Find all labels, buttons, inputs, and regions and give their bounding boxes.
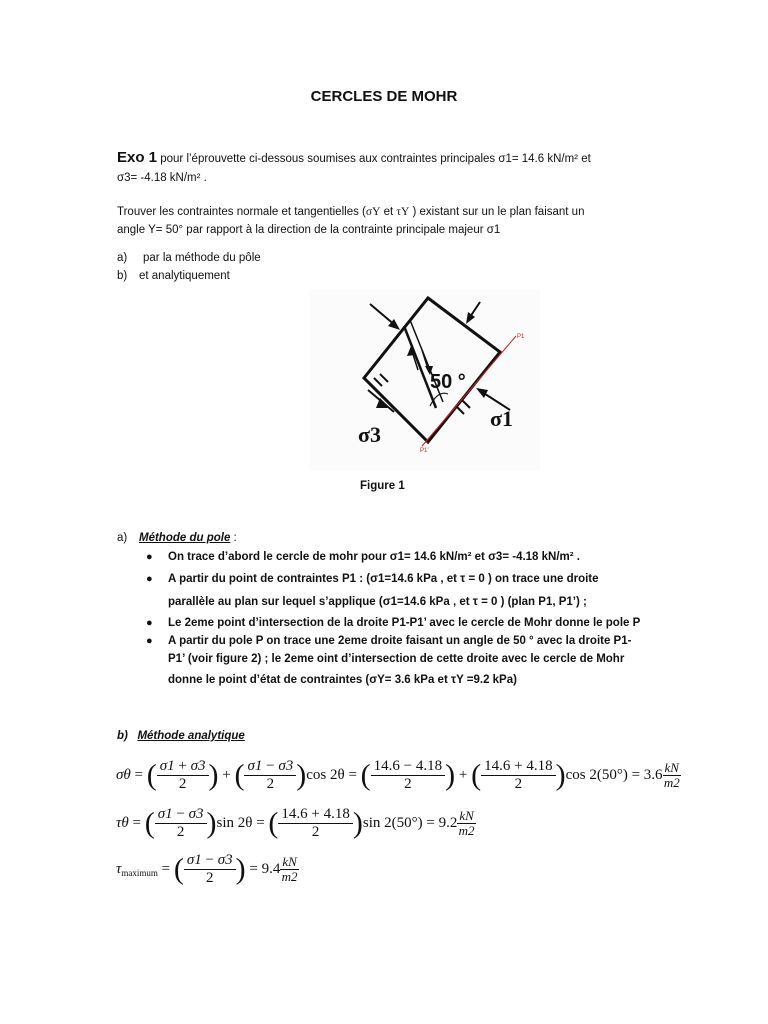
- eq1-frac-sum: $\frac{\sigma 1 + \sigma 3}{2}$: [157, 758, 209, 793]
- eq2-den2: 2: [311, 824, 320, 840]
- bullet-dot: ●: [146, 635, 153, 647]
- paren: (: [144, 806, 155, 840]
- eq1-s3b: σ3: [278, 758, 294, 774]
- page-title: CERCLES DE MOHR: [310, 88, 458, 105]
- eq2-den: 2: [176, 824, 185, 840]
- eq1-frac-num2: [481, 758, 555, 793]
- paren: ): [235, 852, 246, 886]
- bullet-dot: ●: [146, 551, 153, 563]
- task-line1-start: Trouver les contraintes normale et tangentielles (: [117, 206, 366, 218]
- paren: (: [471, 758, 482, 792]
- method-a-bullet-4: [146, 633, 632, 649]
- method-a-bullet-1: [146, 549, 580, 565]
- eq3-result: 9.4: [261, 860, 281, 877]
- eq3-den: 2: [205, 870, 214, 886]
- paren: (: [268, 806, 279, 840]
- eq1-den: 2: [178, 776, 187, 792]
- method-a-bullet-3: [146, 615, 641, 631]
- equation-tau-theta: τθ = ( $\frac{\sigma 1 - \sigma 3}{2}$ )sin 2θ = ( $\frac{14.6 + 4.18}{2}$ )sin 2(50°) = 9.2 $\frac{kN}{m2}$: [116, 806, 475, 840]
- bullet-dot: ●: [146, 617, 153, 629]
- eq1-unit: [663, 761, 681, 790]
- eq3-lhs: τ: [116, 860, 122, 877]
- eq1-s1: σ1: [159, 758, 175, 774]
- method-b-heading: Méthode analytique: [137, 730, 245, 742]
- paren: ): [555, 758, 566, 792]
- method-a-heading: Méthode du pole: [139, 532, 231, 544]
- eq2-sin: sin 2θ: [216, 814, 253, 831]
- sigma1-label: σ1: [490, 406, 513, 431]
- method-a-letter: a): [117, 532, 128, 544]
- eq3-unit-den: m2: [281, 869, 298, 884]
- eq2-frac-diff: $\frac{\sigma 1 - \sigma 3}{2}$: [155, 806, 207, 841]
- eq3-lhs-sub: maximum: [121, 867, 158, 878]
- paren: (: [146, 758, 157, 792]
- bullet2-text-line1: A partir du point de contraintes P1 : (σ1=14.6 kPa , et τ = 0 ) on trace une droite: [168, 573, 599, 585]
- eq1-cos: cos 2θ: [306, 766, 345, 783]
- eq2-frac-num: [278, 806, 352, 841]
- eq2-num: 14.6 + 4.18: [278, 806, 352, 824]
- paren: (: [360, 758, 371, 792]
- eq3-frac-diff: $\frac{\sigma 1 - \sigma 3}{2}$: [184, 852, 236, 887]
- eq1-frac-diff: $\frac{\sigma 1 - \sigma 3}{2}$: [244, 758, 296, 793]
- eq1-result: 3.6: [643, 766, 663, 783]
- eq1-frac-num1: [371, 758, 445, 793]
- sigma3-label: σ3: [358, 422, 381, 447]
- task-line2: angle Y= 50° par rapport à la direction de la contrainte principale majeur σ1: [117, 224, 501, 236]
- exo-text-line2: σ3= -4.18 kN/m² .: [117, 172, 207, 184]
- method-b-heading-line: [117, 728, 245, 744]
- bullet3-text: Le 2eme point d’intersection de la droite P1-P1’ avec le cercle de Mohr donne le pole P: [168, 617, 641, 629]
- eq3-unit-num: kN: [282, 854, 297, 869]
- p1prime-label: P1’: [420, 448, 429, 454]
- eq2-sin-val: sin 2(50°): [362, 814, 423, 831]
- eq3-s3: σ3: [217, 852, 233, 868]
- p1-label: P1: [517, 334, 525, 340]
- eq3-unit: [280, 855, 298, 884]
- eq1-den2: 2: [266, 776, 275, 792]
- eq1-den3: 2: [404, 776, 412, 792]
- figure-caption: Figure 1: [360, 480, 405, 492]
- method-a-colon: :: [230, 532, 237, 544]
- tau-y-symbol: τY: [396, 206, 410, 218]
- paren: ): [208, 758, 219, 792]
- eq3-s1: σ1: [186, 852, 202, 868]
- angle-label: 50 °: [430, 371, 466, 393]
- option-b-text: et analytiquement: [139, 270, 230, 282]
- eq2-lhs: τθ: [116, 814, 129, 831]
- eq1-lhs: σθ: [116, 766, 131, 783]
- eq2-unit-num: kN: [459, 808, 474, 823]
- task-et: et: [380, 206, 397, 218]
- method-a-bullet-2-cont: parallèle au plan sur lequel s’applique (σ1=14.6 kPa , et τ = 0 ) (plan P1, P1’) ;: [168, 596, 587, 608]
- paren: ): [296, 758, 307, 792]
- method-a-bullet-4-cont1: P1’ (voir figure 2) ; le 2eme oint d’intersection de cette droite avec le cercle de Mohr: [168, 653, 625, 665]
- paren: ): [206, 806, 217, 840]
- eq1-s3: σ3: [190, 758, 206, 774]
- eq1-den4: 2: [514, 776, 523, 792]
- eq1-unit-num: kN: [664, 760, 679, 775]
- bullet4-text-line1: A partir du pole P on trace une 2eme droite faisant un angle de 50 ° avec la droite P1-: [168, 635, 632, 647]
- eq1-cos-val: cos 2(50°): [565, 766, 628, 783]
- eq2-s3: σ3: [188, 806, 204, 822]
- bullet-dot: ●: [146, 573, 153, 585]
- method-b-letter: b): [117, 730, 128, 742]
- method-a-heading-line: [139, 530, 237, 546]
- eq2-s1: σ1: [157, 806, 173, 822]
- sigma-y-symbol: σY: [365, 206, 381, 218]
- eq1-unit-den: m2: [663, 775, 680, 790]
- eq2-result: 9.2: [438, 814, 458, 831]
- option-a-letter: a): [117, 252, 128, 264]
- paren: ): [445, 758, 456, 792]
- eq1-s1b: σ1: [247, 758, 263, 774]
- eq1-num1: 14.6 − 4.18: [371, 758, 445, 776]
- task-line1-end: ) existant sur un le plan faisant un: [409, 206, 585, 218]
- exo-intro-line1: [117, 150, 591, 167]
- paren: ): [352, 806, 363, 840]
- task-line1: [117, 204, 584, 220]
- method-a-bullet-2: [146, 571, 599, 587]
- eq2-unit: [457, 809, 475, 838]
- equation-sigma-theta: σθ = ( $\frac{\sigma 1 + \sigma 3}{2}$ ) + ( $\frac{\sigma 1 - \sigma 3}{2}$ )cos 2θ = ( $\frac{14.6 - 4.18}{2}$ ) + ( $\frac{14.6 + 4.18}{2}$ )cos 2(50°) = 3.6 $\frac{kN}{m2}$: [116, 758, 680, 792]
- exo-heading: Exo 1: [117, 149, 158, 166]
- bullet1-text: On trace d’abord le cercle de mohr pour σ1= 14.6 kN/m² et σ3= -4.18 kN/m² .: [168, 551, 580, 563]
- equation-tau-max: $\tau_{maximum}$ = ( $\frac{\sigma 1 - \sigma 3}{2}$ ) = 9.4 $\frac{kN}{m2}$: [116, 852, 298, 886]
- method-a-bullet-4-cont2: donne le point d’état de contraintes (σY= 3.6 kPa et τY =9.2 kPa): [168, 674, 517, 686]
- figure-1-diagram: [310, 290, 540, 470]
- paren: (: [234, 758, 245, 792]
- exo-text-line1: pour l’éprouvette ci-dessous soumises aux contraintes principales σ1= 14.6 kN/m² et: [157, 153, 591, 165]
- eq1-num2: 14.6 + 4.18: [481, 758, 555, 776]
- eq2-unit-den: m2: [458, 823, 475, 838]
- paren: (: [173, 852, 184, 886]
- option-b-letter: b): [117, 270, 128, 282]
- option-a-text: par la méthode du pôle: [143, 252, 261, 264]
